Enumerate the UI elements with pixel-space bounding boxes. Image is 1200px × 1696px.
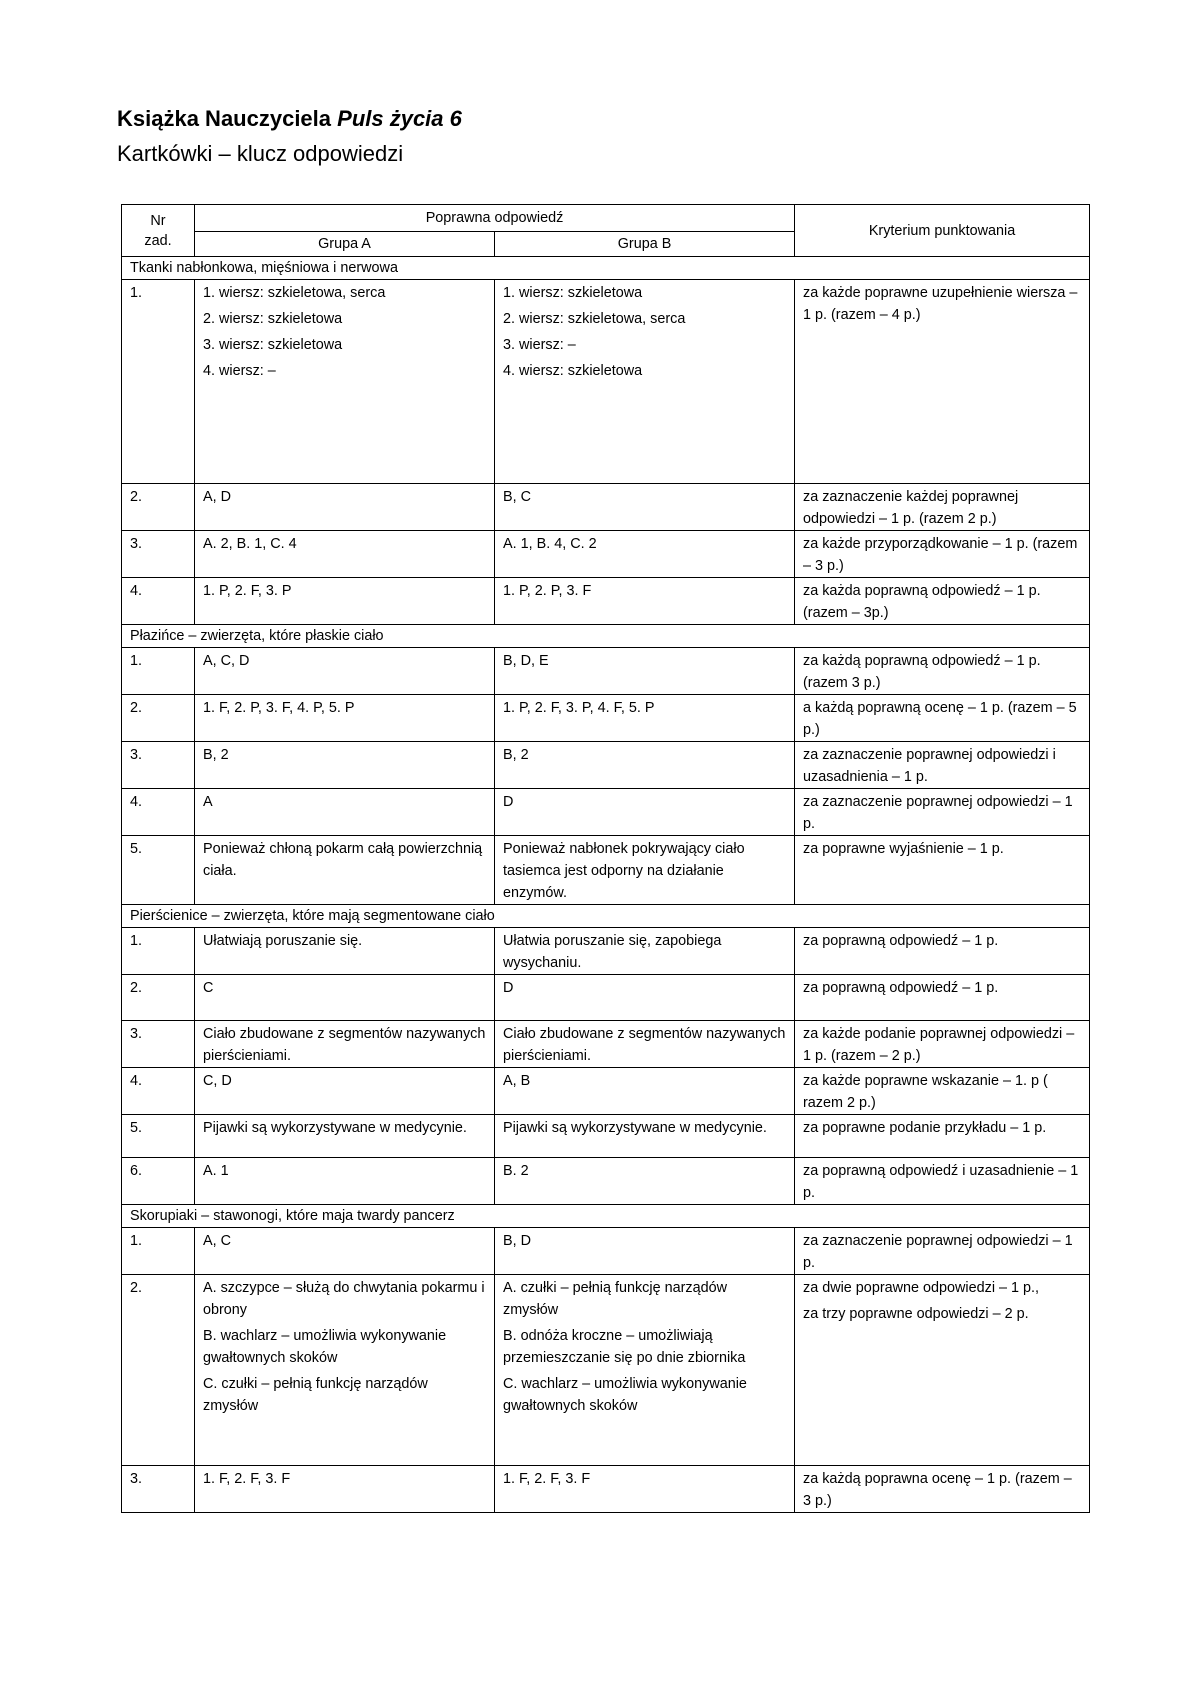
cell-line: za poprawne wyjaśnienie – 1 p. [803,841,1004,857]
cell-line: za każde poprawne uzupełnienie wiersza – 1 p. (razem – 4 p.) [803,285,1078,323]
table-row [122,1466,1090,1513]
cell-line: 4. wiersz: szkieletowa [503,363,643,379]
task-number: 3. [122,742,195,789]
cell-line: za poprawną odpowiedź – 1 p. [803,980,999,996]
cell-line: A. szczypce – służą do chwytania pokarmu i obrony [203,1280,485,1318]
cell-line: A, C [203,1233,231,1249]
answer-group-b [495,695,795,742]
table-row [122,695,1090,742]
answer-group-a [195,484,495,531]
answer-group-a [195,531,495,578]
header-group-a: Grupa A [195,232,495,257]
answer-key-table [121,204,1090,1513]
title-book-name: Puls życia 6 [337,106,462,131]
cell-line: 1. wiersz: szkieletowa [503,285,643,301]
answer-group-b [495,1021,795,1068]
cell-line: za trzy poprawne odpowiedzi – 2 p. [803,1306,1029,1322]
cell-line: 2. wiersz: szkieletowa [203,311,343,327]
table-row [122,1021,1090,1068]
criteria [795,1466,1090,1513]
task-number: 1. [122,280,195,484]
cell-line: C [203,980,214,996]
header-nr-zad [122,205,195,257]
answer-group-a [195,1115,495,1158]
answer-group-b [495,1115,795,1158]
section-row [122,1205,1090,1228]
cell-line: za każdą poprawną odpowiedź – 1 p. (razem 3 p.) [803,653,1041,691]
document-subtitle: Kartkówki – klucz odpowiedzi [117,141,404,166]
task-number: 5. [122,1115,195,1158]
header-row [122,205,1090,232]
cell-line: C. czułki – pełnią funkcję narządów zmysłów [203,1376,428,1414]
criteria [795,742,1090,789]
cell-line: 1. wiersz: szkieletowa, serca [203,285,386,301]
section-row [122,257,1090,280]
criteria [795,836,1090,905]
table-row [122,1228,1090,1275]
cell-line: B. odnóża kroczne – umożliwiają przemieszczanie się po dnie zbiornika [503,1328,746,1366]
cell-line: B, D, E [503,653,549,669]
cell-line: B, C [503,489,531,505]
answer-group-a [195,1275,495,1466]
cell-line: B, 2 [203,747,229,763]
cell-line: A, D [203,489,231,505]
cell-line: A [203,794,213,810]
cell-line: 1. F, 2. P, 3. F, 4. P, 5. P [203,700,355,716]
cell-line: 1. P, 2. F, 3. P, 4. F, 5. P [503,700,655,716]
table-row [122,648,1090,695]
cell-line: B, D [503,1233,531,1249]
answer-group-a [195,1466,495,1513]
section-title: Płazińce – zwierzęta, które płaskie ciało [122,625,1090,648]
task-number: 2. [122,484,195,531]
answer-group-a [195,1068,495,1115]
criteria [795,1115,1090,1158]
criteria [795,1228,1090,1275]
task-number: 2. [122,695,195,742]
cell-line: A. 1 [203,1163,229,1179]
answer-group-a [195,280,495,484]
cell-line: za zaznaczenie poprawnej odpowiedzi – 1 p. [803,794,1073,832]
table-row [122,578,1090,625]
answer-group-b [495,789,795,836]
answer-group-b [495,975,795,1021]
answer-group-a [195,836,495,905]
cell-line: 3. wiersz: – [503,337,576,353]
answer-group-a [195,789,495,836]
task-number: 3. [122,1021,195,1068]
cell-line: Ciało zbudowane z segmentów nazywanych pierścieniami. [503,1026,786,1064]
cell-line: za zaznaczenie każdej poprawnej odpowiedzi – 1 p. (razem 2 p.) [803,489,1019,527]
cell-line: Ponieważ nabłonek pokrywający ciało tasiemca jest odporny na działanie enzymów. [503,841,745,901]
criteria [795,531,1090,578]
answer-group-b [495,1068,795,1115]
answer-group-b [495,1228,795,1275]
cell-line: C, D [203,1073,232,1089]
task-number: 2. [122,1275,195,1466]
cell-line: za dwie poprawne odpowiedzi – 1 p., [803,1280,1040,1296]
answer-group-a [195,975,495,1021]
section-title: Tkanki nabłonkowa, mięśniowa i nerwowa [122,257,1090,280]
task-number: 1. [122,928,195,975]
criteria [795,484,1090,531]
answer-group-a [195,578,495,625]
task-number: 2. [122,975,195,1021]
criteria [795,648,1090,695]
cell-line: 4. wiersz: – [203,363,276,379]
cell-line: 3. wiersz: szkieletowa [203,337,343,353]
cell-line: Ułatwia poruszanie się, zapobiega wysychaniu. [503,933,722,971]
table-row [122,280,1090,484]
answer-group-a [195,1158,495,1205]
criteria [795,975,1090,1021]
cell-line: A. 2, B. 1, C. 4 [203,536,297,552]
cell-line: Pijawki są wykorzystywane w medycynie. [203,1120,467,1136]
table-row [122,1158,1090,1205]
cell-line: 1. F, 2. F, 3. F [503,1471,591,1487]
table-row [122,836,1090,905]
cell-line: Ciało zbudowane z segmentów nazywanych pierścieniami. [203,1026,486,1064]
cell-line: Ponieważ chłoną pokarm całą powierzchnią ciała. [203,841,483,879]
answer-group-b [495,531,795,578]
criteria [795,928,1090,975]
task-number: 6. [122,1158,195,1205]
cell-line: za poprawną odpowiedź – 1 p. [803,933,999,949]
answer-group-b [495,1466,795,1513]
answer-group-b [495,742,795,789]
cell-line: za poprawną odpowiedź i uzasadnienie – 1 p. [803,1163,1079,1201]
cell-line: za zaznaczenie poprawnej odpowiedzi – 1 p. [803,1233,1073,1271]
table-row [122,928,1090,975]
table-row [122,1068,1090,1115]
cell-line: za każde poprawne wskazanie – 1. p ( razem 2 p.) [803,1073,1048,1111]
criteria [795,1068,1090,1115]
title-text: Książka Nauczyciela [117,106,338,131]
header-group-b: Grupa B [495,232,795,257]
table-row [122,975,1090,1021]
section-row [122,625,1090,648]
table-row [122,789,1090,836]
cell-line: 1. P, 2. P, 3. F [503,583,592,599]
cell-line: za każdą poprawna ocenę – 1 p. (razem – 3 p.) [803,1471,1072,1509]
task-number: 3. [122,531,195,578]
cell-line: D [503,794,514,810]
cell-line: C. wachlarz – umożliwia wykonywanie gwałtownych skoków [503,1376,747,1414]
table-row [122,742,1090,789]
answer-group-a [195,648,495,695]
header-criteria: Kryterium punktowania [795,205,1090,257]
answer-group-b [495,484,795,531]
cell-line: za zaznaczenie poprawnej odpowiedzi i uzasadnienia – 1 p. [803,747,1056,785]
answer-group-b [495,836,795,905]
answer-group-a [195,928,495,975]
cell-line: za każde przyporządkowanie – 1 p. (razem – 3 p.) [803,536,1078,574]
task-number: 4. [122,789,195,836]
cell-line: A, C, D [203,653,250,669]
task-number: 5. [122,836,195,905]
cell-line: za każde podanie poprawnej odpowiedzi – 1 p. (razem – 2 p.) [803,1026,1075,1064]
header-zad: zad. [144,232,172,249]
cell-line: A. 1, B. 4, C. 2 [503,536,597,552]
answer-group-a [195,742,495,789]
section-row [122,905,1090,928]
criteria [795,280,1090,484]
answer-group-b [495,648,795,695]
answer-group-b [495,1275,795,1466]
criteria [795,1158,1090,1205]
answer-group-b [495,1158,795,1205]
section-title: Pierścienice – zwierzęta, które mają segmentowane ciało [122,905,1090,928]
criteria [795,1275,1090,1466]
criteria [795,578,1090,625]
task-number: 1. [122,1228,195,1275]
answer-group-b [495,280,795,484]
answer-group-a [195,695,495,742]
table-row [122,484,1090,531]
cell-line: za poprawne podanie przykładu – 1 p. [803,1120,1047,1136]
criteria [795,695,1090,742]
task-number: 3. [122,1466,195,1513]
answer-group-b [495,928,795,975]
answer-group-b [495,578,795,625]
cell-line: B, 2 [503,747,529,763]
table-row [122,531,1090,578]
criteria [795,1021,1090,1068]
table-row [122,1275,1090,1466]
section-title: Skorupiaki – stawonogi, które maja twardy pancerz [122,1205,1090,1228]
answer-group-a [195,1228,495,1275]
table-row [122,1115,1090,1158]
task-number: 4. [122,1068,195,1115]
cell-line: Ułatwiają poruszanie się. [203,933,363,949]
cell-line: A, B [503,1073,531,1089]
cell-line: 2. wiersz: szkieletowa, serca [503,311,686,327]
cell-line: za każda poprawną odpowiedź – 1 p. (razem – 3p.) [803,583,1041,621]
header-nr: Nr [150,212,166,229]
answer-group-a [195,1021,495,1068]
cell-line: D [503,980,514,996]
cell-line: A. czułki – pełnią funkcję narządów zmysłów [503,1280,727,1318]
cell-line: Pijawki są wykorzystywane w medycynie. [503,1120,767,1136]
cell-line: B. wachlarz – umożliwia wykonywanie gwałtownych skoków [203,1328,447,1366]
document-title [117,106,462,132]
cell-line: B. 2 [503,1163,529,1179]
cell-line: a każdą poprawną ocenę – 1 p. (razem – 5 p.) [803,700,1077,738]
cell-line: 1. F, 2. F, 3. F [203,1471,291,1487]
header-correct-answer: Poprawna odpowiedź [195,205,795,232]
task-number: 4. [122,578,195,625]
cell-line: 1. P, 2. F, 3. P [203,583,292,599]
task-number: 1. [122,648,195,695]
criteria [795,789,1090,836]
